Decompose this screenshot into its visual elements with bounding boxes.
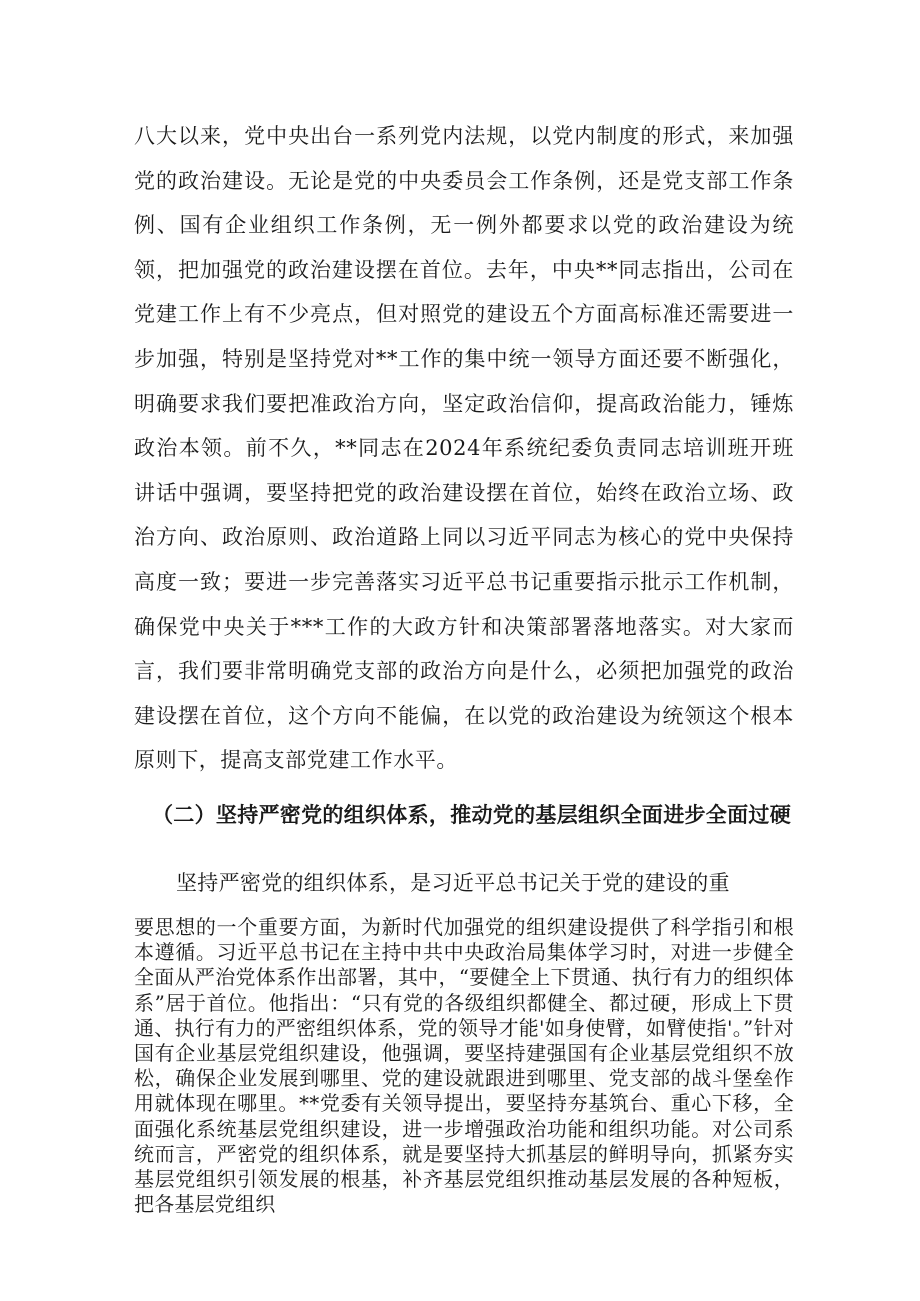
- section-heading-organization-system: （二）坚持严密党的组织体系，推动党的基层组织全面进步全面过硬: [152, 802, 791, 827]
- body-paragraph-organization-first-line: 坚持严密党的组织体系，是习近平总书记关于党的建设的重: [176, 871, 730, 895]
- body-paragraph-political-construction: 八大以来，党中央出台一系列党内法规，以党内制度的形式，来加强党的政治建设。无论是党的中央委员会工作条例，还是党支部工作条例、国有企业组织工作条例，无一例外都要求以党的政治建设为统领，把加强党的政治建设摆在首位。去年，中央**同志指出，公司在党建工作上有不少亮点，但对照党的建设五个方面高标准还需要进一步加强，特别是坚持党对**工作的集中统一领导方面还要不断强化，明确要求我们要把准政治方向，坚定政治信仰，提高政治能力，锤炼政治本领。前不久，**同志在2024年系统纪委负责同志培训班开班讲话中强调，要坚持把党的政治建设摆在首位，始终在政治立场、政治方向、政治原则、政治道路上同以习近平同志为核心的党中央保持高度一致；要进一步完善落实习近平总书记重要指示批示工作机制，确保党中央关于***工作的大政方针和决策部署落地落实。对大家而言，我们要非常明确党支部的政治方向是什么，必须把加强党的政治建设摆在首位，这个方向不能偏，在以党的政治建设为统领这个根本原则下，提高支部党建工作水平。: [134, 124, 794, 773]
- body-paragraph-organization-continued: 要思想的一个重要方面，为新时代加强党的组织建设提供了科学指引和根本遵循。习近平总书记在主持中共中央政治局集体学习时，对进一步健全全面从严治党体系作出部署，其中，“要健全上下贯通、执行有力的组织体系”居于首位。他指出：“只有党的各级组织都健全、都过硬，形成上下贯通、执行有力的严密组织体系，党的领导才能'如身使臂，如臂使指'。”针对国有企业基层党组织建设，他强调，要坚持建强国有企业基层党组织不放松，确保企业发展到哪里、党的建设就跟进到哪里、党支部的战斗堡垒作用就体现在哪里。**党委有关领导提出，要坚持夯基筑台、重心下移，全面强化系统基层党组织建设，进一步增强政治功能和组织功能。对公司系统而言，严密党的组织体系，就是要坚持大抓基层的鲜明导向，抓紧夯实基层党组织引领发展的根基，补齐基层党组织推动基层发展的各种短板，把各基层党组织: [134, 915, 794, 1217]
